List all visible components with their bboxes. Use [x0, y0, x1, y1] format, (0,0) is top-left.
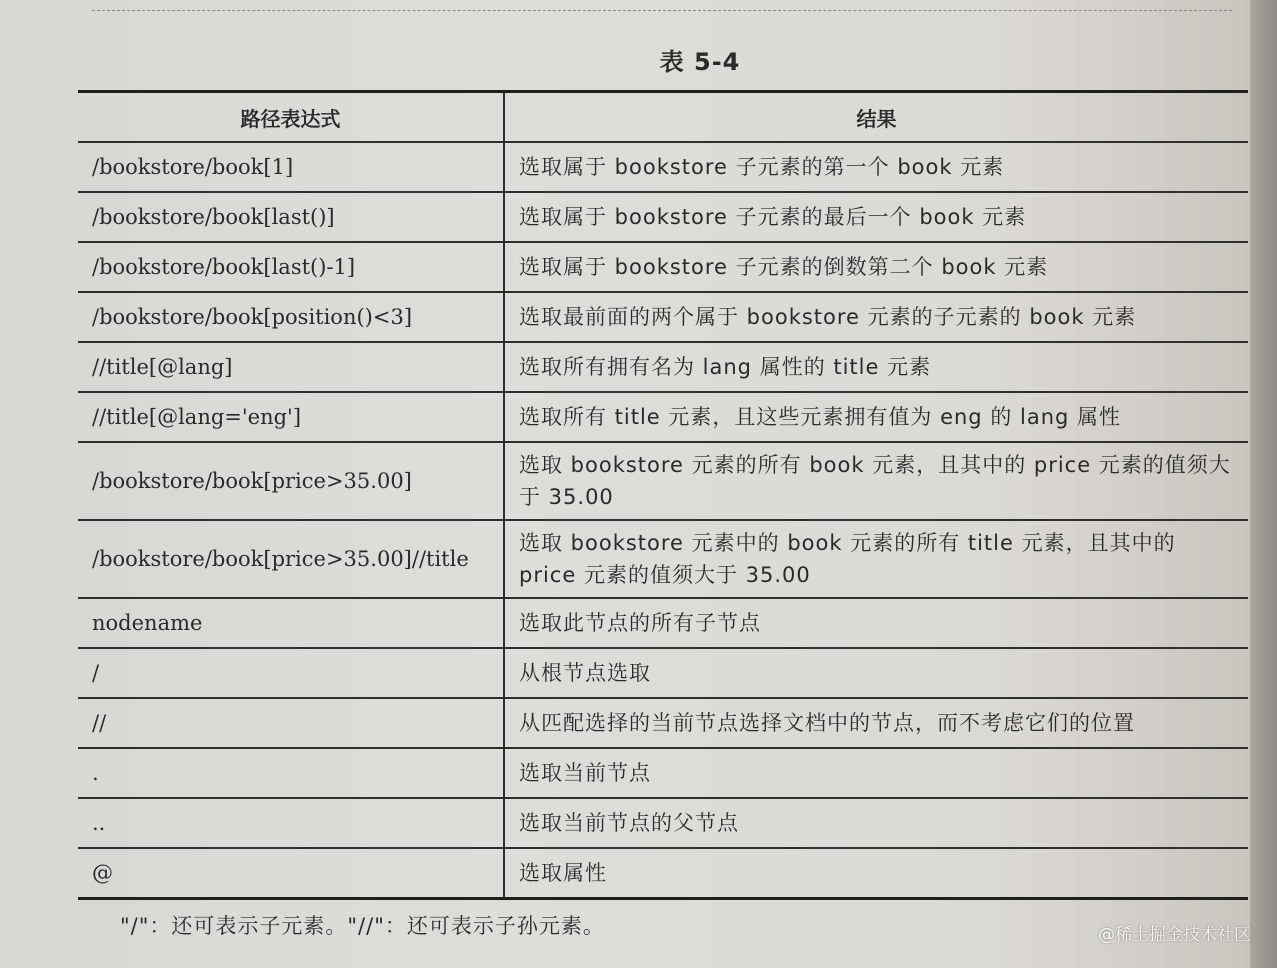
result-cell: 选取所有 title 元素，且这些元素拥有值为 eng 的 lang 属性 — [504, 392, 1248, 442]
expression-cell: /bookstore/book[last()-1] — [78, 242, 504, 292]
expression-cell: //title[@lang='eng'] — [78, 392, 504, 442]
table-row — [78, 392, 1248, 442]
expression-cell: /bookstore/book[price>35.00]//title — [78, 520, 504, 598]
table-caption: 表 5-4 — [659, 48, 741, 76]
table-row — [78, 520, 1248, 598]
table-row — [78, 798, 1248, 848]
expression-cell: .. — [78, 798, 504, 848]
watermark: @稀土掘金技术社区 — [1098, 925, 1251, 945]
expression-cell: / — [78, 648, 504, 698]
table-row — [78, 342, 1248, 392]
result-cell: 选取属于 bookstore 子元素的第一个 book 元素 — [504, 142, 1248, 192]
top-dotted-rule — [92, 10, 1232, 11]
table-row — [78, 598, 1248, 648]
xpath-table — [78, 90, 1248, 900]
table-row — [78, 442, 1248, 520]
result-cell: 选取 bookstore 元素的所有 book 元素，且其中的 price 元素的值须大于 35.00 — [504, 442, 1248, 520]
table-row — [78, 142, 1248, 192]
result-cell: 选取属于 bookstore 子元素的倒数第二个 book 元素 — [504, 242, 1248, 292]
result-cell: 选取此节点的所有子节点 — [504, 598, 1248, 648]
table-row — [78, 748, 1248, 798]
expression-cell: //title[@lang] — [78, 342, 504, 392]
expression-cell: /bookstore/book[position()<3] — [78, 292, 504, 342]
table-row — [78, 242, 1248, 292]
table-row — [78, 292, 1248, 342]
table-row — [78, 848, 1248, 899]
expression-cell: . — [78, 748, 504, 798]
result-cell: 选取最前面的两个属于 bookstore 元素的子元素的 book 元素 — [504, 292, 1248, 342]
result-cell: 选取属性 — [504, 848, 1248, 899]
result-cell: 从匹配选择的当前节点选择文档中的节点，而不考虑它们的位置 — [504, 698, 1248, 748]
result-cell: 选取 bookstore 元素中的 book 元素的所有 title 元素，且其中的 price 元素的值须大于 35.00 — [504, 520, 1248, 598]
expression-cell: // — [78, 698, 504, 748]
page-edge-shadow — [1250, 0, 1277, 968]
expression-cell: nodename — [78, 598, 504, 648]
table-header-row — [78, 92, 1248, 143]
table-row — [78, 192, 1248, 242]
expression-cell: /bookstore/book[price>35.00] — [78, 442, 504, 520]
result-cell: 选取当前节点的父节点 — [504, 798, 1248, 848]
header-result: 结果 — [504, 92, 1248, 143]
expression-cell: @ — [78, 848, 504, 899]
expression-cell: /bookstore/book[1] — [78, 142, 504, 192]
expression-cell: /bookstore/book[last()] — [78, 192, 504, 242]
result-cell: 从根节点选取 — [504, 648, 1248, 698]
table-row — [78, 698, 1248, 748]
result-cell: 选取属于 bookstore 子元素的最后一个 book 元素 — [504, 192, 1248, 242]
header-expression: 路径表达式 — [78, 92, 504, 143]
result-cell: 选取所有拥有名为 lang 属性的 title 元素 — [504, 342, 1248, 392]
result-cell: 选取当前节点 — [504, 748, 1248, 798]
table-footnote: "/"：还可表示子元素。"//"：还可表示子孙元素。 — [120, 914, 605, 938]
table-row — [78, 648, 1248, 698]
